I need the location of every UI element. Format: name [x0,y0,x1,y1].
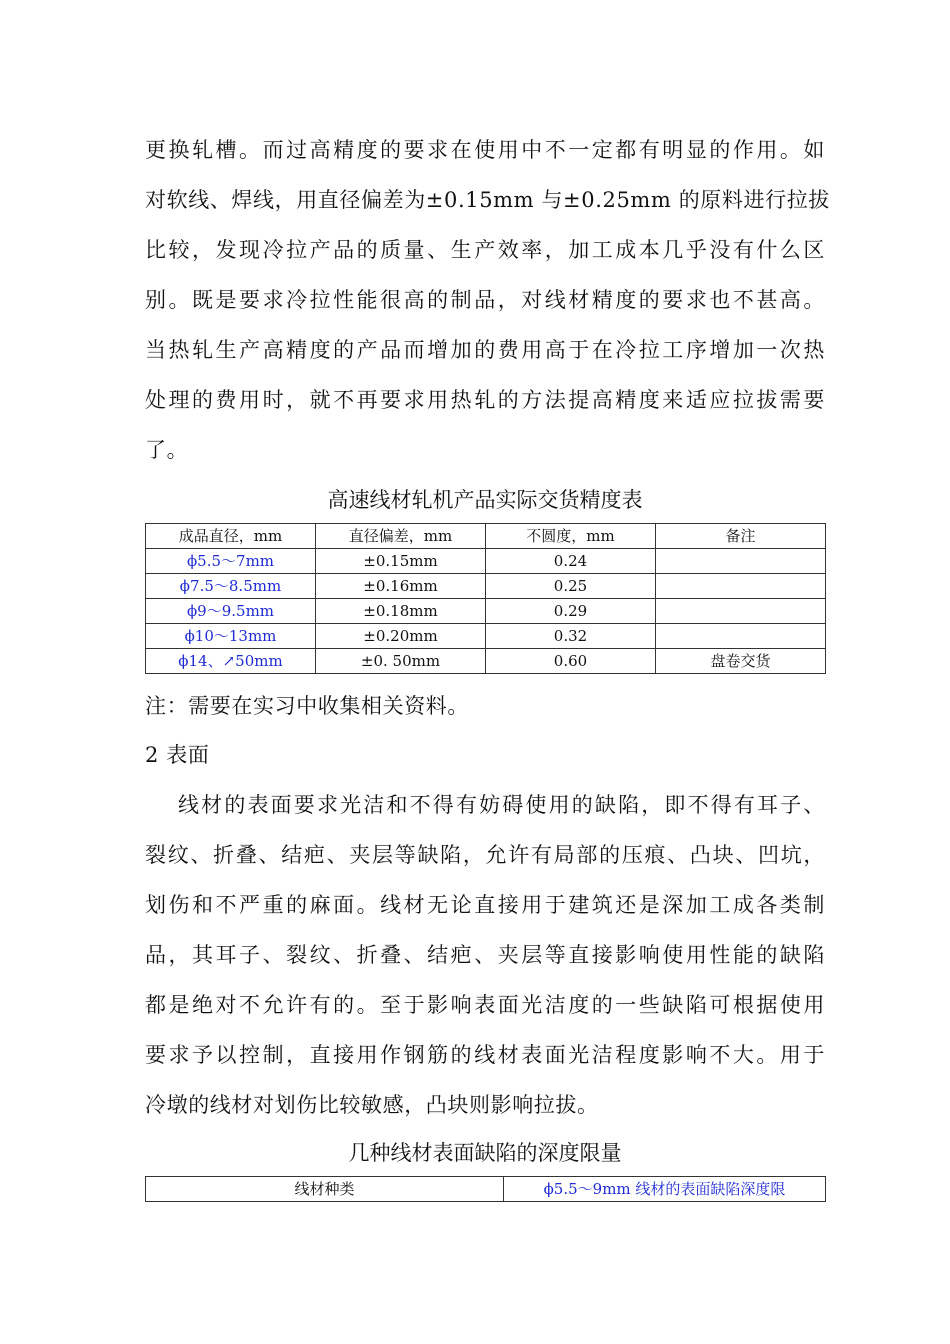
diameter-cell: ϕ9～9.5mm [146,599,316,624]
deviation-cell: ±0.15mm [316,549,486,574]
paragraph1-line: 比较，发现冷拉产品的质量、生产效率，加工成本几乎没有什么区 [145,238,825,262]
note-text: 注：需要在实习中收集相关资料。 [145,694,469,718]
diameter-cell: ϕ10～13mm [146,624,316,649]
table-row [146,549,826,574]
paragraph1-line: 更换轧槽。而过高精度的要求在使用中不一定都有明显的作用。如 [145,138,825,162]
table-header-row [146,524,826,549]
paragraph2-line: 都是绝对不允许有的。至于影响表面光洁度的一些缺陷可根据使用 [145,993,825,1017]
table1-caption: 高速线材轧机产品实际交货精度表 [327,488,643,512]
paragraph2-line: 线材的表面要求光洁和不得有妨碍使用的缺陷，即不得有耳子、 [178,793,825,817]
paragraph2-line: 要求予以控制，直接用作钢筋的线材表面光洁程度影响不大。用于 [145,1043,825,1067]
ovality-cell: 0.29 [486,599,656,624]
paragraph1-line: 对软线、焊线，用直径偏差为±0.15mm 与±0.25mm 的原料进行拉拔 [145,188,830,212]
table-row [146,624,826,649]
paragraph1-line: 了。 [145,438,189,462]
diameter-cell: ϕ5.5～7mm [146,549,316,574]
paragraph2-line: 品，其耳子、裂纹、折叠、结疤、夹层等直接影响使用性能的缺陷 [145,943,825,967]
remark-cell: 盘卷交货 [656,649,826,674]
deviation-cell: ±0. 50mm [316,649,486,674]
table-header-cell: 成品直径，mm [146,524,316,549]
paragraph2-line: 冷墩的线材对划伤比较敏感，凸块则影响拉拔。 [145,1093,599,1117]
remark-cell [656,599,826,624]
remark-cell [656,574,826,599]
paragraph2-line: 划伤和不严重的麻面。线材无论直接用于建筑还是深加工成各类制 [145,893,825,917]
paragraph1-line: 当热轧生产高精度的产品而增加的费用高于在冷拉工序增加一次热 [145,338,825,362]
ovality-cell: 0.60 [486,649,656,674]
ovality-cell: 0.24 [486,549,656,574]
ovality-cell: 0.32 [486,624,656,649]
table-header-cell: 线材种类 [146,1177,504,1202]
table-row [146,599,826,624]
ovality-cell: 0.25 [486,574,656,599]
table-header-row [146,1177,826,1202]
paragraph1-line: 别。既是要求冷拉性能很高的制品，对线材精度的要求也不甚高。 [145,288,825,312]
diameter-cell: ϕ14、↗50mm [146,649,316,674]
table-header-cell: 直径偏差，mm [316,524,486,549]
deviation-cell: ±0.18mm [316,599,486,624]
table-row [146,574,826,599]
table-header-cell: ϕ5.5～9mm 线材的表面缺陷深度限 [504,1177,826,1202]
remark-cell [656,549,826,574]
table-header-cell: 不圆度，mm [486,524,656,549]
diameter-cell: ϕ7.5～8.5mm [146,574,316,599]
defect-depth-table [145,1176,826,1202]
paragraph1-line: 处理的费用时，就不再要求用热轧的方法提高精度来适应拉拔需要 [145,388,825,412]
table-row [146,649,826,674]
paragraph2-line: 裂纹、折叠、结疤、夹层等缺陷，允许有局部的压痕、凸块、凹坑， [145,843,825,867]
section-heading: 2 表面 [145,743,210,767]
table2-caption: 几种线材表面缺陷的深度限量 [348,1141,622,1165]
deviation-cell: ±0.16mm [316,574,486,599]
deviation-cell: ±0.20mm [316,624,486,649]
table-header-cell: 备注 [656,524,826,549]
remark-cell [656,624,826,649]
accuracy-table [145,523,826,674]
